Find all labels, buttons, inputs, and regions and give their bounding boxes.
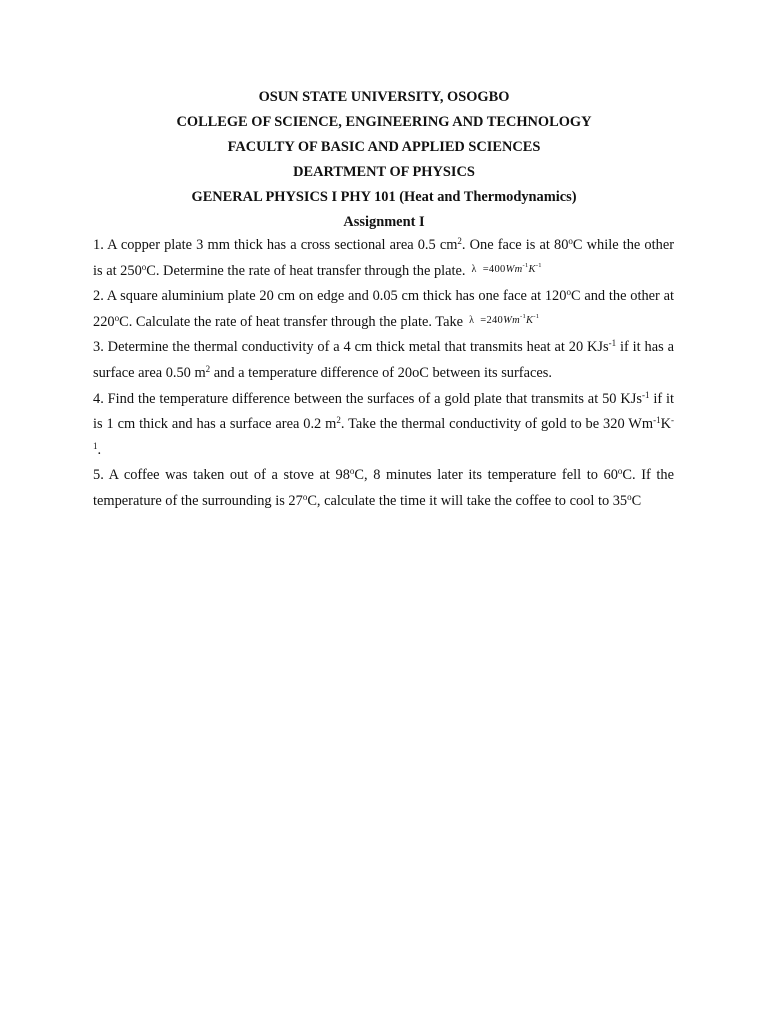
college-name: COLLEGE OF SCIENCE, ENGINEERING AND TECHNOLOGY — [176, 114, 592, 130]
faculty-name: FACULTY OF BASIC AND APPLIED SCIENCES — [227, 139, 541, 155]
department-name: DEARTMENT OF PHYSICS — [293, 164, 475, 180]
thermal-conductivity-formula: $\lambda =240Wm^{-1}K^{-1}$ — [469, 312, 540, 326]
thermal-conductivity-formula: $\lambda =400Wm^{-1}K^{-1}$ — [471, 261, 542, 275]
course-title: GENERAL PHYSICS I PHY 101 (Heat and Thermodynamics) — [191, 189, 577, 205]
question-3: 3. Determine the thermal conductivity of a 4 cm thick metal that transmits heat at 20 KJs$^{-1}$ if it has a surface area 0.50 $m^2$ and a temperature difference of 20oC between its surfaces. — [93, 338, 674, 381]
question-1: 1. A copper plate 3 mm thick has a cross sectional area 0.5 $cm^2$. One face is at 80$^o$C while the other is at 250$^o$C. Determine the rate of heat transfer through the plate. $\lambda =400Wm^{-1}K^{-1}$ — [93, 236, 674, 279]
question-2: 2. A square aluminium plate 20 cm on edge and 0.05 cm thick has one face at 120$^o$C and the other at 220$^o$C. Calculate the rate of heat transfer through the plate. Take $\lambda =240Wm^{-1}K^{-1}$ — [93, 287, 674, 330]
question-4: 4. Find the temperature difference between the surfaces of a gold plate that transmits at 50 KJs$^{-1}$ if it is 1 cm thick and has a surface area 0.2 $m^2$. Take the thermal conductivity of gold to be 320 $Wm^{-1}K^{-1}$. — [93, 389, 675, 458]
document-header — [0, 85, 768, 235]
question-5: 5. A coffee was taken out of a stove at 98$^o$C, 8 minutes later its temperature fell to 60$^o$C. If the temperature of the surrounding is 27$^o$C, calculate the time it will take the coffee to cool to 35$^o$C — [93, 466, 674, 509]
assignment-title: Assignment I — [343, 214, 425, 230]
university-name: OSUN STATE UNIVERSITY, OSOGBO — [258, 89, 510, 105]
questions-list — [93, 233, 674, 515]
